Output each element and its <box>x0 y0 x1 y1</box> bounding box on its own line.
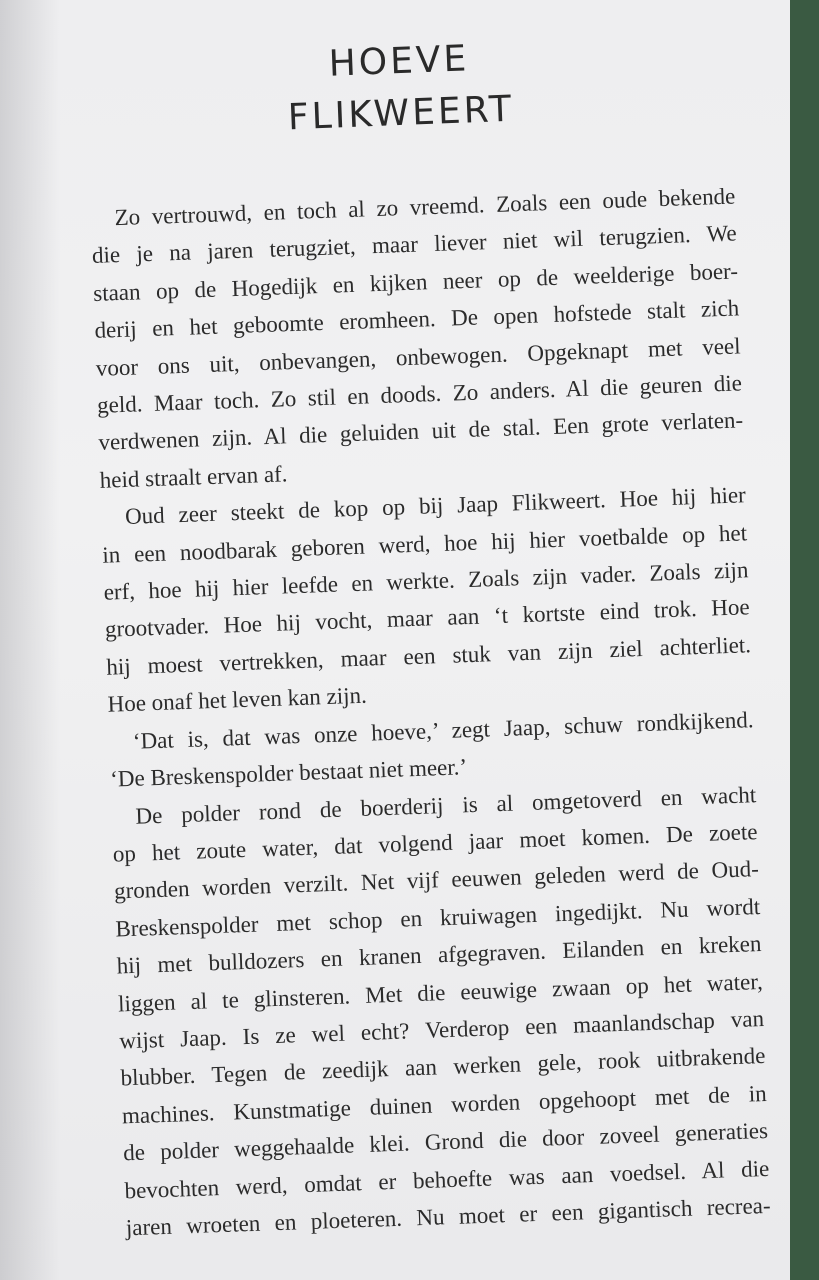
text-line: jaren wroeten en ploeteren. Nu moet er een gigantisch recrea- <box>125 1192 771 1241</box>
text-line: Hoe onaf het leven kan zijn. <box>107 682 368 717</box>
chapter-title-line-1: HOEVE <box>327 38 470 85</box>
text-line: op het zoute water, dat volgend jaar moet komen. De zoete <box>112 819 758 867</box>
text-line: ‘Dat is, dat was onze hoeve,’ zegt Jaap, schuw rondkijkend. <box>132 706 754 754</box>
text-line: verdwenen zijn. Al die geluiden uit de stal. Een grote verlaten- <box>98 407 744 456</box>
background-edge <box>790 0 819 1280</box>
text-line: Zo vertrouwd, en toch al zo vreemd. Zoals een oude bekende <box>114 183 736 231</box>
text-line: in een noodbarak geboren werd, hoe hij hier voetbalde op het <box>101 519 748 568</box>
text-line: gronden worden verzilt. Net vijf eeuwen geleden werd de Oud- <box>113 856 760 904</box>
text-line: wijst Jaap. Is ze wel echt? Verderop een maanlandschap van <box>118 1005 765 1054</box>
text-line: Breskenspolder met schop en kruiwagen ingedijkt. Nu wordt <box>115 893 761 942</box>
text-line: heid straalt ervan af. <box>99 461 288 493</box>
text-line: de polder weggehaalde klei. Grond die door zoveel generaties <box>122 1118 769 1166</box>
text-line: hij moest vertrekken, maar een stuk van zijn ziel achterliet. <box>105 632 752 680</box>
chapter-title <box>268 31 532 145</box>
text-line: grootvader. Hoe hij vocht, maar aan ‘t kortste eind trok. Hoe <box>104 594 751 643</box>
text-line: hij met bulldozers en kranen afgegraven. Eilanden en kreken <box>116 931 762 979</box>
text-line: bevochten werd, omdat er behoefte was aan voedsel. Al die <box>124 1155 770 1203</box>
text-line: De polder rond de boerderij is al omgetoverd en wacht <box>135 781 757 829</box>
chapter-body <box>90 177 771 1246</box>
text-line: blubber. Tegen de zeedijk aan werken gele, rook uitbrakende <box>120 1043 766 1091</box>
text-line: Oud zeer steekt de kop op bij Jaap Flikweert. Hoe hij hier <box>124 482 747 530</box>
chapter-title-line-2: FLIKWEERT <box>287 88 515 139</box>
text-line: die je na jaren terugziet, maar liever niet wil terugzien. We <box>91 220 737 269</box>
text-line: liggen al te glinsteren. Met die eeuwige zwaan op het water, <box>117 968 764 1017</box>
text-line: geld. Maar toch. Zo stil en doods. Zo anders. Al die geuren die <box>96 370 743 418</box>
text-line: ‘De Breskenspolder bestaat niet meer.’ <box>109 754 468 792</box>
text-line: machines. Kunstmatige duinen worden opgehoopt met de in <box>121 1080 768 1129</box>
text-line: staan op de Hogedijk en kijken neer op de weelderige boer- <box>92 258 739 306</box>
text-line: voor ons uit, onbevangen, onbewogen. Opgeknapt met veel <box>95 333 741 381</box>
text-line: derij en het geboomte eromheen. De open hofstede stalt zich <box>94 295 740 344</box>
text-line: erf, hoe hij hier leefde en werkte. Zoals zijn vader. Zoals zijn <box>103 557 749 605</box>
page-gutter-shadow <box>0 0 60 1280</box>
